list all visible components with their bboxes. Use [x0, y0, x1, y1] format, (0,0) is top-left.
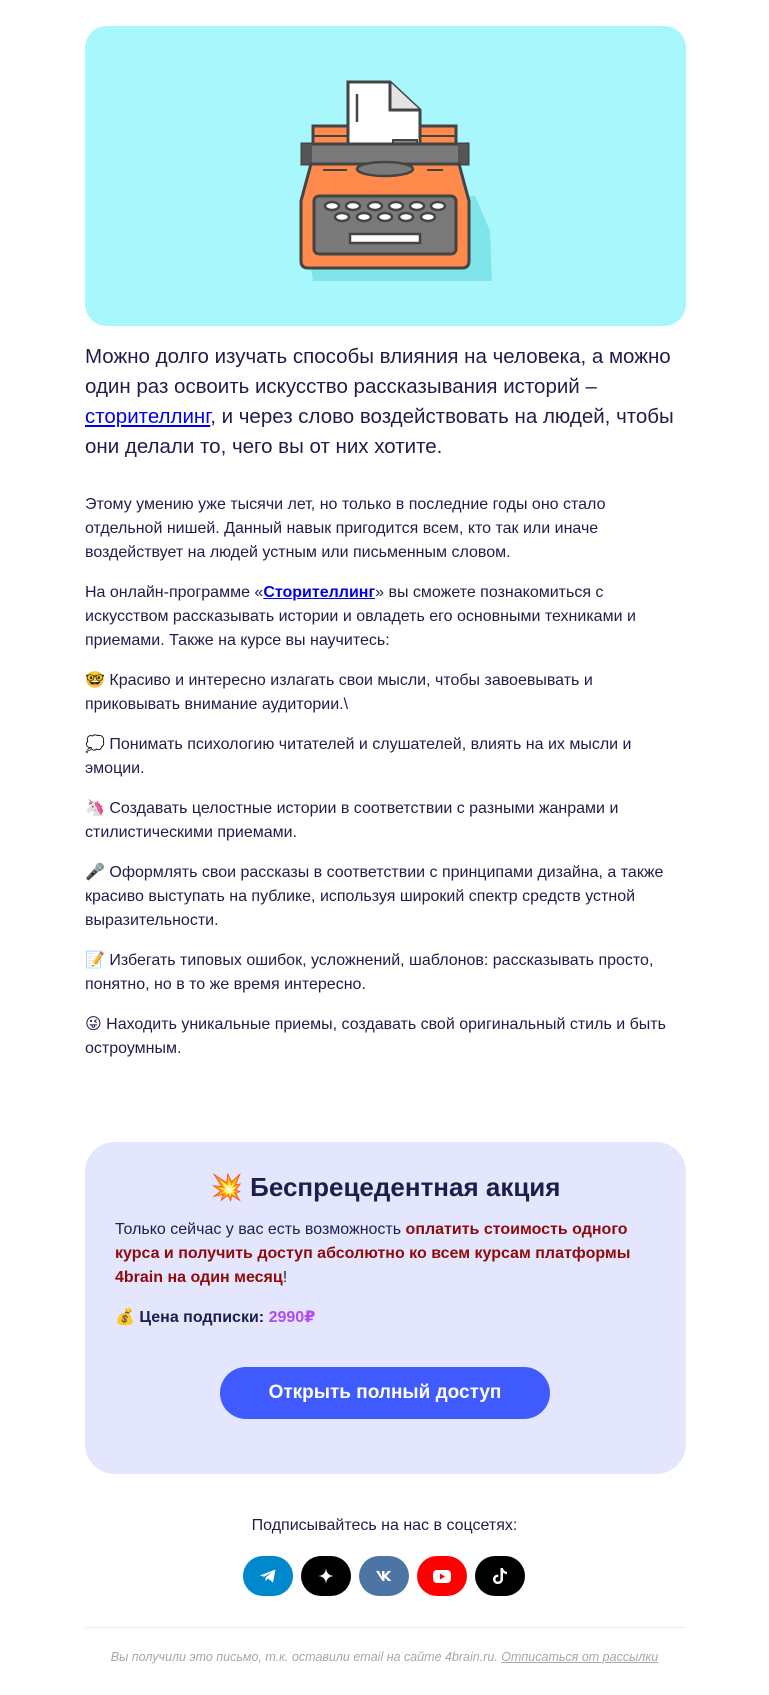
intro-paragraph: Этому умению уже тысячи лет, но только в последние годы оно стало отдельной нишей. Данный навык пригодится всем, кто так или иначе воздействует на людей устным или письменным словом. [85, 496, 606, 561]
tiktok-icon [492, 1567, 508, 1585]
promo-text-end: ! [282, 1269, 288, 1286]
price-label: Цена подписки: [139, 1309, 269, 1326]
lead-paragraph [85, 342, 686, 462]
collision-icon: 💥 [210, 1172, 243, 1202]
vk-icon [375, 1570, 393, 1582]
storytelling-link[interactable]: сторителлинг [85, 405, 211, 428]
subscription-price [115, 1306, 656, 1330]
lead-text-end: , и через слово воздействовать на людей, чтобы они делали то, чего вы от них хотите. [85, 405, 674, 458]
memo-icon: 📝 [85, 952, 105, 969]
social-links [243, 1556, 525, 1596]
thought-balloon-icon: 💭 [85, 736, 105, 753]
bullet-item [85, 797, 686, 845]
bullet-text: Избегать типовых ошибок, усложнений, шаблонов: рассказывать просто, понятно, но в то же время интересно. [85, 952, 654, 993]
vk-button[interactable] [359, 1556, 409, 1596]
telegram-button[interactable] [243, 1556, 293, 1596]
bullet-item [85, 861, 686, 933]
unicorn-icon: 🦄 [85, 800, 105, 817]
body-content [85, 493, 686, 1077]
zen-button[interactable] [301, 1556, 351, 1596]
footer-divider [85, 1627, 686, 1628]
youtube-button[interactable] [417, 1556, 467, 1596]
promo-card [85, 1142, 686, 1474]
bullet-text: Находить уникальные приемы, создавать свой оригинальный стиль и быть остроумным. [85, 1016, 666, 1057]
telegram-icon [259, 1568, 277, 1584]
promo-description [115, 1218, 656, 1290]
promo-highlight: оплатить стоимость одного курса и получить доступ абсолютно ко всем курсам платформы 4brain на один месяц [115, 1221, 631, 1286]
bullet-text: Создавать целостные истории в соответствии с разными жанрами и стилистическими приемами. [85, 800, 619, 841]
promo-title [85, 1170, 686, 1204]
bullet-item [85, 1013, 686, 1061]
tiktok-button[interactable] [475, 1556, 525, 1596]
program-link[interactable]: Сторителлинг [263, 584, 376, 601]
bullet-item [85, 949, 686, 997]
lead-text-start: Можно долго изучать способы влияния на человека, а можно один раз освоить искусство рассказывания историй – [85, 345, 671, 398]
money-bag-icon: 💰 [115, 1309, 135, 1326]
program-text-end: » вы сможете познакомиться с искусством рассказывать истории и овладеть его основными техниками и приемами. Также на курсе вы научитесь: [85, 584, 636, 649]
program-paragraph [85, 581, 686, 653]
zen-icon [318, 1568, 334, 1584]
promo-title-text: Беспрецедентная акция [250, 1172, 561, 1202]
open-full-access-button[interactable]: Открыть полный доступ [220, 1367, 550, 1419]
promo-text-start: Только сейчас у вас есть возможность [115, 1221, 406, 1238]
bullet-text: Понимать психологию читателей и слушателей, влиять на их мысли и эмоции. [85, 736, 632, 777]
social-title: Подписывайтесь на нас в соцсетях: [251, 1517, 518, 1534]
youtube-icon [433, 1570, 451, 1583]
bullet-text: Оформлять свои рассказы в соответствии с принципами дизайна, а также красиво выступать на публике, используя широкий спектр средств устной выразительности. [85, 864, 664, 929]
hero-banner [85, 26, 686, 326]
bullet-text: Красиво и интересно излагать свои мысли, чтобы завоевывать и приковывать внимание аудитории.\ [85, 672, 593, 713]
footer-text: Вы получили это письмо, т.к. оставили email на сайте 4brain.ru. [110, 1650, 502, 1664]
price-value: 2990₽ [268, 1309, 316, 1326]
bullet-item [85, 733, 686, 781]
winking-tongue-icon: 😜 [85, 1016, 102, 1033]
microphone-icon: 🎤 [85, 864, 105, 881]
program-text-start: На онлайн-программе « [85, 584, 264, 601]
typewriter-illustration [85, 26, 686, 326]
footer-note [0, 1648, 769, 1666]
nerd-face-icon: 🤓 [85, 672, 105, 689]
bullet-item [85, 669, 686, 717]
unsubscribe-link[interactable]: Отписаться от рассылки [501, 1650, 659, 1664]
